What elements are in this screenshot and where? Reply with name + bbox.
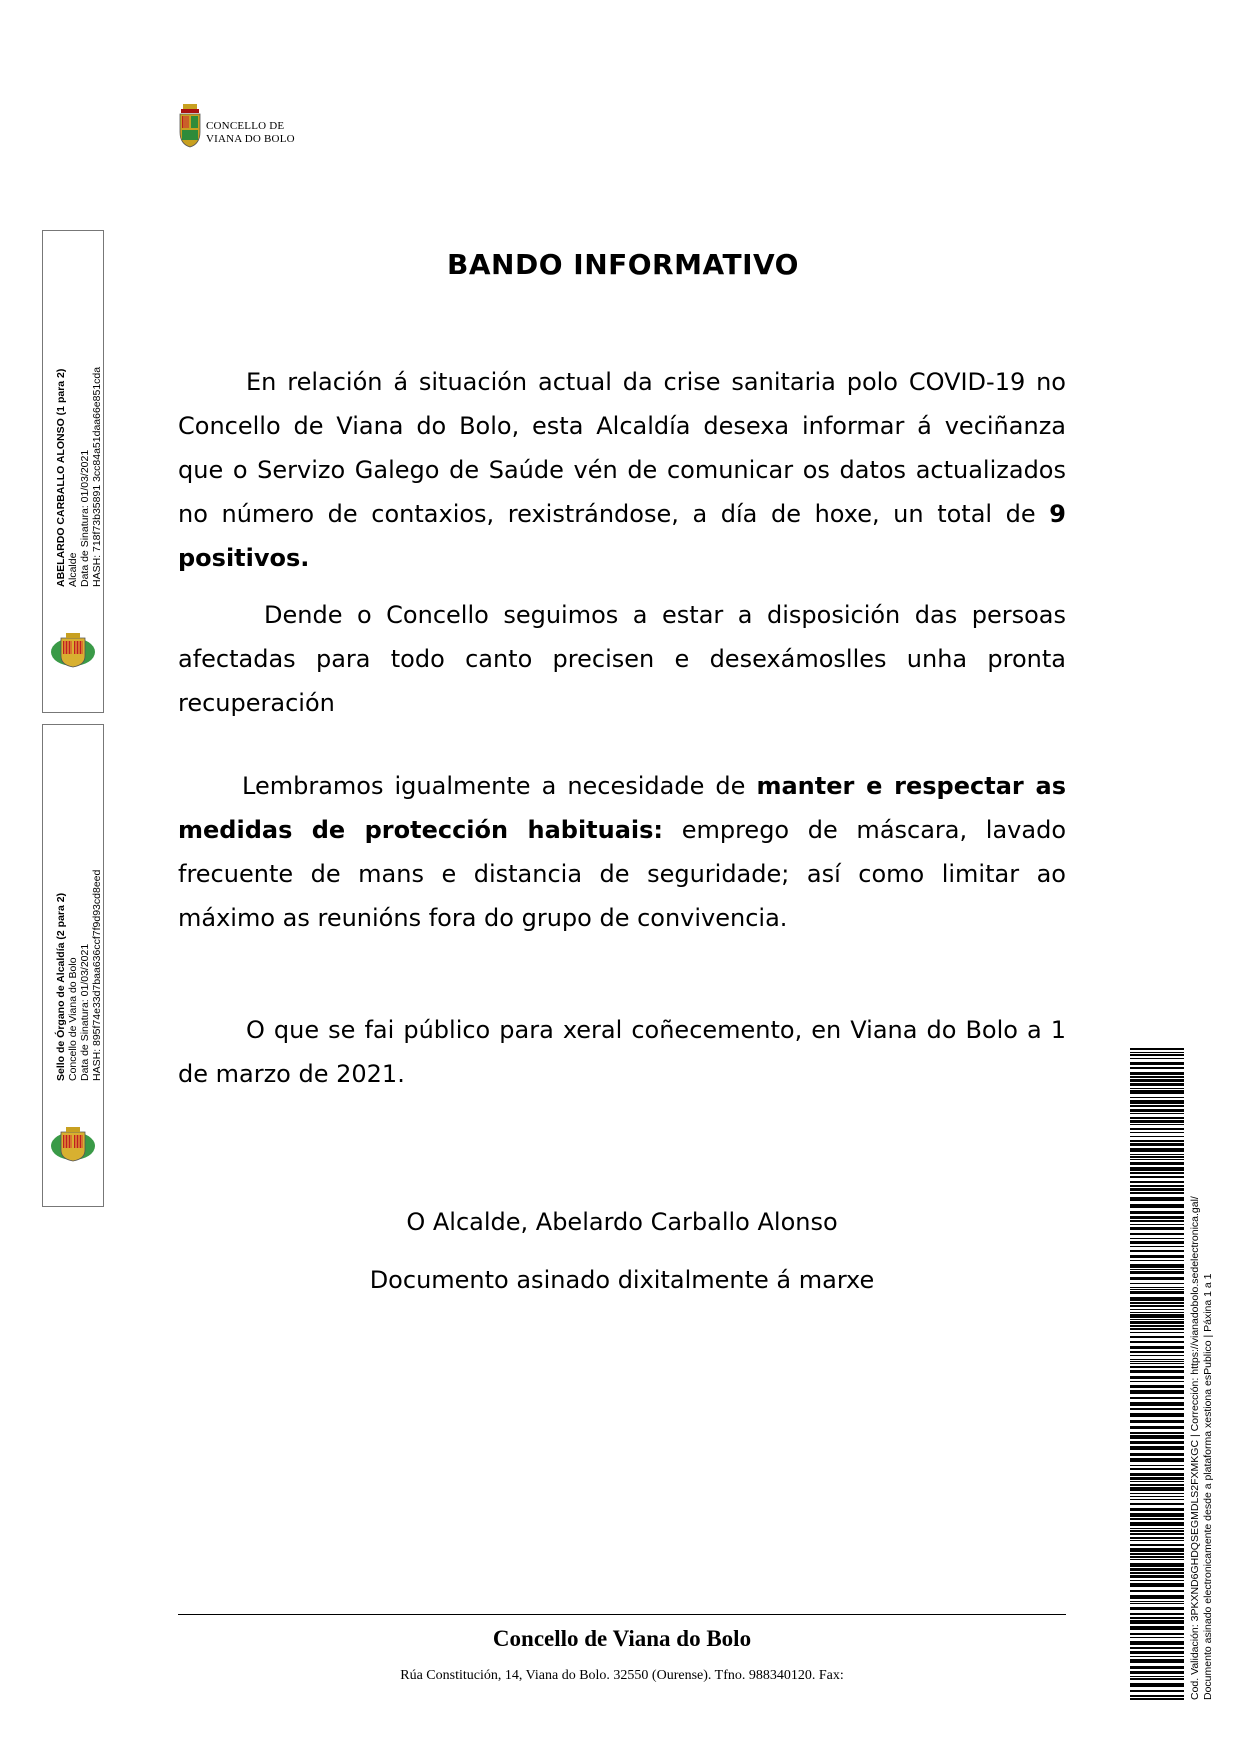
signature-role: Concello de Viana do Bolo [67, 957, 79, 1081]
barcode-bar [1130, 1408, 1184, 1410]
barcode-bar [1130, 1341, 1184, 1343]
barcode-bar [1130, 1390, 1184, 1394]
barcode-bar [1130, 1054, 1184, 1056]
paragraph-situation [178, 360, 1066, 580]
barcode-bar [1130, 1607, 1184, 1610]
barcode-bar [1130, 1176, 1184, 1178]
barcode-bar [1130, 1432, 1184, 1434]
barcode-bar [1130, 1312, 1184, 1313]
barcode-bar [1130, 1363, 1184, 1364]
barcode-bar [1130, 1446, 1184, 1450]
barcode-bar [1130, 1271, 1184, 1274]
coat-of-arms-icon [178, 104, 202, 148]
barcode-bar [1130, 1603, 1184, 1604]
barcode-bar [1130, 1473, 1184, 1476]
barcode-bar [1130, 1072, 1184, 1075]
paragraph-text: Dende o Concello seguimos a estar a disposición das persoas afectadas para todo canto precisen e desexámoslles unha pronta recuperación [178, 601, 1066, 717]
barcode-bar [1130, 1376, 1184, 1379]
barcode-bar [1130, 1136, 1184, 1137]
barcode-bar [1130, 1140, 1184, 1142]
barcode-bar [1130, 1067, 1184, 1069]
barcode-bar [1130, 1465, 1184, 1466]
barcode-bar [1130, 1522, 1184, 1526]
barcode-bar [1130, 1647, 1184, 1649]
barcode-bar [1130, 1370, 1184, 1373]
barcode-bar [1130, 1097, 1184, 1098]
barcode-bar [1130, 1255, 1184, 1258]
barcode-bar [1130, 1513, 1184, 1517]
measures-emphasis: manter e respectar as medidas de protección habituais: [178, 772, 1066, 844]
barcode-bar [1130, 1499, 1184, 1500]
logo-line-2: VIANA DO BOLO [206, 133, 295, 145]
barcode-bar [1130, 1397, 1184, 1399]
barcode-bar [1130, 1305, 1184, 1307]
barcode-bar [1130, 1385, 1184, 1388]
council-logo [178, 104, 318, 152]
barcode-bar [1130, 1413, 1184, 1417]
validation-barcode [1130, 1048, 1184, 1700]
barcode-bar [1130, 1227, 1184, 1230]
barcode-bar [1130, 1641, 1184, 1645]
barcode-bar [1130, 1148, 1184, 1152]
barcode-bar [1130, 1058, 1184, 1059]
barcode-bar [1130, 1090, 1184, 1094]
barcode-bar [1130, 1167, 1184, 1171]
barcode-bar [1130, 1048, 1184, 1050]
barcode-bar [1130, 1402, 1184, 1406]
signed-note: Documento asinado dixitalmente á marxe [369, 1266, 875, 1294]
barcode-bar [1130, 1250, 1184, 1252]
barcode-bar [1130, 1678, 1184, 1680]
barcode-bar [1130, 1079, 1184, 1082]
barcode-bar [1130, 1595, 1184, 1599]
signature-hash: HASH: 718f73b35891 3cc84a51daa66e851cda [91, 366, 103, 587]
barcode-bar [1130, 1113, 1184, 1114]
paragraph-measures [178, 764, 1066, 940]
barcode-bar [1130, 1481, 1184, 1482]
barcode-bar [1130, 1590, 1184, 1592]
barcode-bar [1130, 1617, 1184, 1619]
barcode-bar [1130, 1346, 1184, 1349]
barcode-bar [1130, 1062, 1184, 1065]
barcode-bar [1130, 1277, 1184, 1280]
barcode-bar [1130, 1162, 1184, 1165]
barcode-bar [1130, 1695, 1184, 1697]
validation-line-2: Documento asinado electronicamente desde a plataforma xestiona esPublico | Páxina 1 a 1 [1202, 1273, 1214, 1700]
barcode-bar [1130, 1192, 1184, 1194]
barcode-bar [1130, 1351, 1184, 1353]
barcode-bar [1130, 1076, 1184, 1078]
barcode-bar [1130, 1269, 1184, 1270]
barcode-bar [1130, 1220, 1184, 1222]
barcode-bar [1130, 1583, 1184, 1587]
barcode-bar [1130, 1117, 1184, 1119]
barcode-bar [1130, 1181, 1184, 1183]
barcode-bar [1130, 1435, 1184, 1439]
barcode-bar [1130, 1314, 1184, 1318]
barcode-bar [1130, 1572, 1184, 1574]
barcode-bar [1130, 1100, 1184, 1104]
barcode-bar [1130, 1154, 1184, 1155]
paragraph-text: emprego de máscara, lavado frecuente de mans e distancia de seguridade; así como limitar ao máximo as reunións fora do grupo de convivencia. [178, 816, 1066, 932]
barcode-bar [1130, 1477, 1184, 1480]
barcode-bar [1130, 1105, 1184, 1107]
barcode-bar [1130, 1302, 1184, 1304]
barcode-bar [1130, 1671, 1184, 1674]
validation-line-1: Cod. Validación: 3PKXND6GHDQSEGMDLS2FXMKGC | Corrección: https://vianadobolo.sedelectronica.gal/ [1189, 1196, 1201, 1700]
barcode-bar [1130, 1496, 1184, 1497]
barcode-bar [1130, 1420, 1184, 1423]
barcode-bar [1130, 1361, 1184, 1362]
barcode-bar [1130, 1120, 1184, 1123]
barcode-bar [1130, 1468, 1184, 1470]
barcode-bar [1130, 1530, 1184, 1532]
signature-box-mayor [42, 230, 104, 713]
barcode-bar [1130, 1518, 1184, 1520]
barcode-bar [1130, 1224, 1184, 1225]
barcode-bar [1130, 1052, 1184, 1053]
barcode-bar [1130, 1441, 1184, 1444]
barcode-bar [1130, 1553, 1184, 1555]
barcode-bar [1130, 1690, 1184, 1692]
footer-divider [178, 1614, 1066, 1615]
barcode-bar [1130, 1188, 1184, 1191]
barcode-bar [1130, 1366, 1184, 1368]
signature-box-seal [42, 724, 104, 1207]
barcode-bar [1130, 1487, 1184, 1491]
barcode-bar [1130, 1508, 1184, 1511]
positive-count: 9 positivos. [178, 500, 1066, 572]
signature-date: Data de Sinatura: 01/03/2021 [79, 449, 91, 587]
barcode-bar [1130, 1321, 1184, 1324]
barcode-bar [1130, 1659, 1184, 1663]
barcode-bar [1130, 1132, 1184, 1133]
barcode-bar [1130, 1328, 1184, 1330]
logo-line-1: CONCELLO DE [206, 120, 285, 132]
paragraph-public-notice [178, 1008, 1066, 1096]
barcode-bar [1130, 1656, 1184, 1657]
barcode-bar [1130, 1211, 1184, 1214]
barcode-bar [1130, 1556, 1184, 1558]
barcode-bar [1130, 1601, 1184, 1602]
barcode-bar [1130, 1291, 1184, 1294]
barcode-bar [1130, 1484, 1184, 1486]
barcode-bar [1130, 1172, 1184, 1174]
barcode-bar [1130, 1204, 1184, 1208]
paragraph-text: O que se fai público para xeral coñecemento, en Viana do Bolo a 1 de marzo de 2021. [178, 1016, 1066, 1088]
barcode-bar [1130, 1197, 1184, 1201]
barcode-bar [1130, 1246, 1184, 1247]
barcode-bar [1130, 1260, 1184, 1261]
signature-hash: HASH: 895f74e33d7baa636ccf7f9d93cd8eed [91, 869, 103, 1081]
barcode-bar [1130, 1503, 1184, 1505]
barcode-bar [1130, 1637, 1184, 1638]
barcode-bar [1130, 1540, 1184, 1541]
barcode-bar [1130, 1666, 1184, 1669]
barcode-bar [1130, 1109, 1184, 1112]
barcode-bar [1130, 1156, 1184, 1158]
barcode-bar [1130, 1626, 1184, 1630]
barcode-bar [1130, 1233, 1184, 1235]
barcode-bar [1130, 1568, 1184, 1571]
signature-title: Sello de Órgano de Alcaldía (2 para 2) [55, 892, 67, 1081]
barcode-bar [1130, 1493, 1184, 1494]
barcode-bar [1130, 1580, 1184, 1581]
barcode-bar [1130, 1332, 1184, 1333]
barcode-bar [1130, 1633, 1184, 1635]
validation-text [1189, 1000, 1215, 1700]
barcode-bar [1130, 1537, 1184, 1539]
barcode-bar [1130, 1336, 1184, 1338]
barcode-bar [1130, 1381, 1184, 1382]
barcode-bar [1130, 1533, 1184, 1535]
footer-address: Rúa Constitución, 14, Viana do Bolo. 32550 (Ourense). Tfno. 988340120. Fax: [400, 1668, 844, 1683]
barcode-bar [1130, 1426, 1184, 1429]
seal-icon [49, 632, 97, 668]
barcode-bar [1130, 1325, 1184, 1327]
barcode-bar [1130, 1143, 1184, 1146]
document-title: BANDO INFORMATIVO [447, 248, 799, 281]
barcode-bar [1130, 1359, 1184, 1360]
signature-title: ABELARDO CARBALLO ALONSO (1 para 2) [55, 368, 67, 587]
barcode-bar [1130, 1683, 1184, 1687]
footer-council-name: Concello de Viana do Bolo [492, 1626, 752, 1651]
signature-date: Data de Sinatura: 01/03/2021 [79, 943, 91, 1081]
barcode-bar [1130, 1283, 1184, 1284]
barcode-bar [1130, 1216, 1184, 1219]
barcode-bar [1130, 1613, 1184, 1615]
barcode-bar [1130, 1185, 1184, 1187]
barcode-bar [1130, 1620, 1184, 1624]
paragraph-text: En relación á situación actual da crise sanitaria polo COVID-19 no Concello de Viana do Bolo, esta Alcaldía desexa informar á veciñanza que o Servizo Galego de Saúde vén de comunicar os datos actualizados no número de contaxios, rexistrándose, a día de hoxe, un total de [178, 368, 1066, 528]
barcode-bar [1130, 1319, 1184, 1320]
barcode-bar [1130, 1297, 1184, 1301]
barcode-bar [1130, 1698, 1184, 1700]
barcode-bar [1130, 1241, 1184, 1244]
barcode-bar [1130, 1309, 1184, 1310]
barcode-bar [1130, 1355, 1184, 1356]
barcode-bar [1130, 1528, 1184, 1529]
barcode-bar [1130, 1083, 1184, 1086]
barcode-bar [1130, 1544, 1184, 1546]
signature-role: Alcalde [67, 552, 79, 587]
paragraph-support [178, 593, 1066, 725]
barcode-bar [1130, 1676, 1184, 1677]
barcode-bar [1130, 1238, 1184, 1239]
signer-name: O Alcalde, Abelardo Carballo Alonso [406, 1208, 838, 1236]
barcode-bar [1130, 1458, 1184, 1462]
paragraph-text: Lembramos igualmente a necesidade de [242, 772, 757, 800]
barcode-bar [1130, 1287, 1184, 1288]
barcode-bar [1130, 1651, 1184, 1654]
barcode-bar [1130, 1128, 1184, 1130]
barcode-bar [1130, 1264, 1184, 1268]
barcode-bar [1130, 1453, 1184, 1456]
barcode-bar [1130, 1575, 1184, 1578]
barcode-bar [1130, 1159, 1184, 1160]
seal-icon [49, 1126, 97, 1162]
barcode-bar [1130, 1088, 1184, 1089]
barcode-bar [1130, 1289, 1184, 1290]
barcode-bar [1130, 1559, 1184, 1560]
barcode-bar [1130, 1548, 1184, 1552]
barcode-bar [1130, 1563, 1184, 1567]
barcode-bar [1130, 1124, 1184, 1125]
